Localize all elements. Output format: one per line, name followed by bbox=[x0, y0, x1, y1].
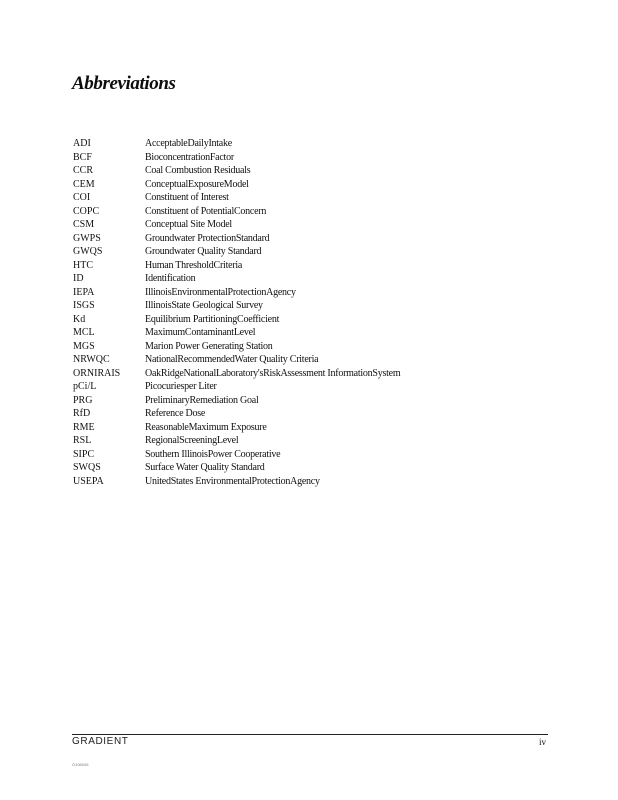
abbreviation-row bbox=[73, 164, 543, 178]
abbreviation-row bbox=[73, 299, 543, 313]
abbreviation-definition: Constituent of PotentialConcern bbox=[145, 205, 267, 217]
abbreviation-row bbox=[73, 380, 543, 394]
abbreviation-term: COI bbox=[73, 192, 91, 203]
abbreviation-term: MGS bbox=[73, 340, 95, 352]
abbreviation-definition: Human ThresholdCriteria bbox=[145, 259, 243, 271]
abbreviation-term: Kd bbox=[73, 313, 86, 325]
abbreviation-row bbox=[73, 191, 543, 205]
abbreviation-row bbox=[73, 286, 543, 300]
abbreviation-definition: Groundwater Quality Standard bbox=[145, 246, 262, 257]
abbreviation-row bbox=[73, 272, 543, 286]
abbreviation-row bbox=[73, 367, 543, 381]
abbreviation-row bbox=[73, 205, 543, 219]
abbreviation-row bbox=[73, 232, 543, 246]
abbreviation-definition: PreliminaryRemediation Goal bbox=[145, 394, 259, 406]
abbreviation-definition: OakRidgeNationalLaboratory'sRiskAssessment InformationSystem bbox=[145, 367, 401, 379]
abbreviation-term: pCi/L bbox=[73, 381, 97, 392]
abbreviation-row bbox=[73, 218, 543, 232]
footer-divider bbox=[72, 734, 548, 735]
abbreviation-definition: MaximumContaminantLevel bbox=[145, 327, 256, 338]
abbreviation-row bbox=[73, 353, 543, 367]
abbreviation-definition: Coal Combustion Residuals bbox=[145, 165, 251, 176]
abbreviation-term: USEPA bbox=[73, 475, 104, 487]
abbreviation-term: PRG bbox=[73, 394, 93, 406]
abbreviation-term: ISGS bbox=[73, 300, 95, 311]
abbreviation-definition: ReasonableMaximum Exposure bbox=[145, 421, 267, 433]
abbreviation-term: ORNIRAIS bbox=[73, 367, 121, 379]
abbreviation-definition: Equilibrium PartitioningCoefficient bbox=[145, 313, 280, 325]
abbreviation-definition: Groundwater ProtectionStandard bbox=[145, 232, 270, 244]
page-number: iv bbox=[538, 737, 546, 747]
abbreviation-term: NRWQC bbox=[73, 354, 110, 365]
abbreviation-row bbox=[73, 475, 543, 489]
abbreviation-definition: AcceptableDailyIntake bbox=[145, 138, 232, 149]
document-code: G106026 bbox=[72, 762, 89, 767]
abbreviation-definition: Constituent of Interest bbox=[145, 192, 229, 203]
abbreviation-term: RfD bbox=[73, 408, 91, 419]
abbreviation-term: ID bbox=[73, 273, 84, 284]
abbreviation-term: CSM bbox=[73, 219, 95, 230]
abbreviation-row bbox=[73, 259, 543, 273]
abbreviation-term: BCF bbox=[73, 151, 92, 163]
abbreviation-row bbox=[73, 178, 543, 192]
abbreviation-row bbox=[73, 313, 543, 327]
abbreviation-definition: IllinoisState Geological Survey bbox=[145, 300, 263, 311]
abbreviation-term: CEM bbox=[73, 178, 95, 190]
abbreviation-term: GWQS bbox=[73, 246, 103, 257]
abbreviation-definition: ConceptualExposureModel bbox=[145, 178, 249, 190]
abbreviation-term: CCR bbox=[73, 165, 94, 176]
abbreviation-term: IEPA bbox=[73, 286, 95, 298]
abbreviation-definition: Marion Power Generating Station bbox=[145, 340, 273, 352]
abbreviation-term: RME bbox=[73, 421, 95, 433]
abbreviation-term: COPC bbox=[73, 205, 100, 217]
abbreviation-term: GWPS bbox=[73, 232, 101, 244]
abbreviation-definition: Surface Water Quality Standard bbox=[145, 462, 265, 473]
abbreviation-row bbox=[73, 448, 543, 462]
abbreviation-list bbox=[73, 137, 543, 488]
abbreviation-definition: Identification bbox=[145, 273, 196, 284]
abbreviation-row bbox=[73, 326, 543, 340]
abbreviation-definition: IllinoisEnvironmentalProtectionAgency bbox=[145, 286, 296, 298]
abbreviation-term: SWQS bbox=[73, 462, 101, 473]
abbreviation-row bbox=[73, 340, 543, 354]
abbreviation-row bbox=[73, 394, 543, 408]
abbreviation-definition: BioconcentrationFactor bbox=[145, 151, 234, 163]
abbreviation-row bbox=[73, 434, 543, 448]
abbreviation-definition: RegionalScreeningLevel bbox=[145, 435, 239, 446]
abbreviation-definition: Picocuriesper Liter bbox=[145, 381, 217, 392]
abbreviation-row bbox=[73, 151, 543, 165]
abbreviation-row bbox=[73, 421, 543, 435]
abbreviation-row bbox=[73, 137, 543, 151]
abbreviation-definition: UnitedStates EnvironmentalProtectionAgency bbox=[145, 475, 320, 487]
abbreviation-term: RSL bbox=[73, 435, 92, 446]
abbreviation-definition: Reference Dose bbox=[145, 408, 206, 419]
abbreviation-row bbox=[73, 407, 543, 421]
abbreviation-term: ADI bbox=[73, 138, 91, 149]
abbreviation-definition: Southern IllinoisPower Cooperative bbox=[145, 448, 281, 460]
abbreviation-term: SIPC bbox=[73, 448, 95, 460]
abbreviation-term: MCL bbox=[73, 327, 95, 338]
abbreviation-definition: Conceptual Site Model bbox=[145, 219, 232, 230]
page-title: Abbreviations bbox=[72, 73, 176, 94]
abbreviation-term: HTC bbox=[73, 259, 93, 271]
abbreviation-row bbox=[73, 245, 543, 259]
company-logo: GRADIENT bbox=[72, 736, 129, 747]
abbreviation-definition: NationalRecommendedWater Quality Criteria bbox=[145, 354, 319, 365]
abbreviation-row bbox=[73, 461, 543, 475]
